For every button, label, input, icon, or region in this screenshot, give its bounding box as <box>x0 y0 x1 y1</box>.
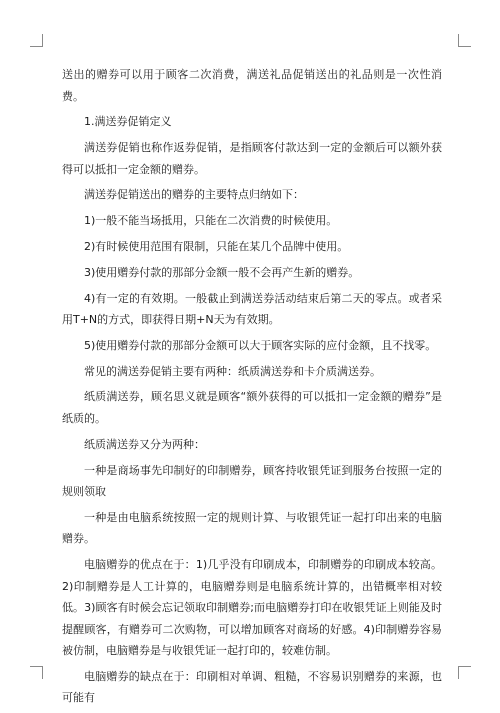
paragraph: 满送券促销送出的赠券的主要特点归纳如下： <box>84 188 304 202</box>
paragraph: 电脑赠券的缺点在于：印刷相对单调、粗糙，不容易识别赠券的来源，也可能有 <box>62 669 442 705</box>
paragraph: 电脑赠券的优点在于：1)几乎没有印刷成本，印制赠券的印刷成本较高。2)印制赠券是人工计算的，电脑赠券则是电脑系统计算的，出错概率相对较低。3)顾客有时候会忘记领取印制赠券;而电脑赠券打印在收银凭证上则能及时提醒顾客，有赠券可二次购物，可以增加顾客对商场的好感。4)印制赠券容易被仿制，电脑赠券是与收银凭证一起打印的，较难仿制。 <box>62 558 442 658</box>
crop-mark-bottom-right <box>458 666 471 679</box>
paragraph: 送出的赠券可以用于顾客二次消费，满送礼品促销送出的礼品则是一次性消费。 <box>62 68 442 103</box>
list-item: 1)一般不能当场抵用，只能在二次消费的时候使用。 <box>84 214 338 228</box>
document-body <box>62 64 442 713</box>
paragraph: 纸质满送券又分为两种： <box>84 437 205 451</box>
crop-mark-top-left <box>30 34 43 47</box>
paragraph: 纸质满送券，顾名思义就是顾客“额外获得的可以抵扣一定金额的赠券”是纸质的。 <box>62 390 442 425</box>
list-item: 5)使用赠券付款的那部分金额可以大于顾客实际的应付金额，且不找零。 <box>84 338 437 352</box>
section-heading: 1.满送券促销定义 <box>84 115 172 129</box>
list-item: 4)有一定的有效期。一般截止到满送券活动结束后第二天的零点。或者采用T+N的方式，即获得日期+N天为有效期。 <box>62 291 442 327</box>
paragraph: 常见的满送券促销主要有两种：纸质满送券和卡介质满送券。 <box>84 364 381 378</box>
paragraph: 一种是商场事先印制好的印制赠券，顾客持收银凭证到服务台按照一定的规则领取 <box>62 463 442 499</box>
crop-mark-bottom-left <box>30 666 43 679</box>
paragraph: 满送券促销也称作返券促销，是指顾客付款达到一定的金额后可以额外获得可以抵扣一定金额的赠券。 <box>62 141 442 176</box>
paragraph: 一种是由电脑系统按照一定的规则计算、与收银凭证一起打印出来的电脑赠券。 <box>62 510 442 546</box>
list-item: 3)使用赠券付款的那部分金额一般不会再产生新的赠券。 <box>84 265 360 279</box>
list-item: 2)有时候使用范围有限制，只能在某几个品牌中使用。 <box>84 239 349 253</box>
crop-mark-top-right <box>458 34 471 47</box>
